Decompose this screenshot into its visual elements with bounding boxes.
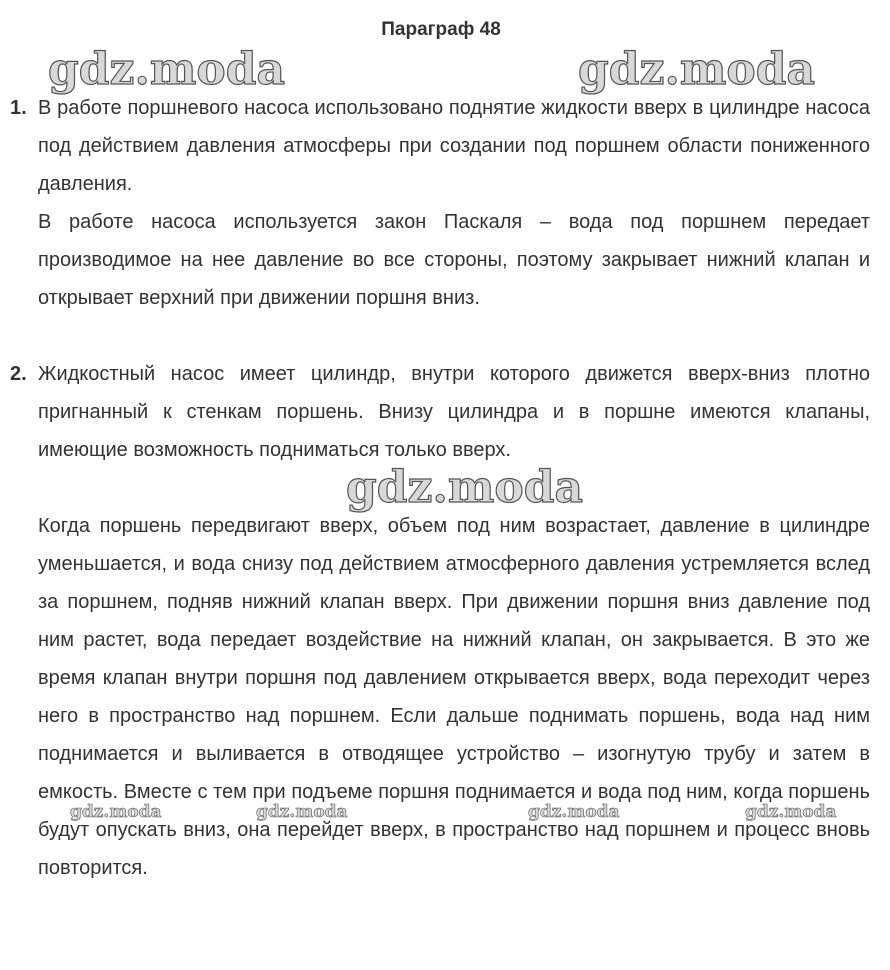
item-text [38,355,870,887]
paragraph: Когда поршень передвигают вверх, объем под ним возрастает, давление в цилиндре уменьшается, и вода снизу под действием атмосферного давления устремляется вслед за поршнем, подняв нижний клапан вверх. При движении поршня вниз давление под ним растет, вода передает воздействие на нижний клапан, он закрывается. В это же время клапан внутри поршня под давлением открывается вверх, вода переходит через него в пространство над поршнем. Если дальше поднимать поршень, вода над ним поднимается и выливается в отводящее устройство – изогнутую трубу и затем в емкость. Вместе с тем при подъеме поршня поднимается и вода под ним, когда поршень будут опускать вниз, она перейдет вверх, в пространство над поршнем и процесс вновь повторится. [38,515,870,879]
paragraph: Жидкостный насос имеет цилиндр, внутри которого движется вверх-вниз плотно пригнанный к стенкам поршень. Внизу цилиндра и в поршне имеются клапаны, имеющие возможность подниматься только вверх. [38,363,870,461]
page-title: Параграф 48 [381,19,501,40]
item-number: 2. [10,363,27,385]
watermark-logo: gdz.moda [256,802,348,822]
answer-item-2 [10,355,870,887]
paragraph: В работе поршневого насоса использовано поднятие жидкости вверх в цилиндре насоса под действием давления атмосферы при создании под поршнем области пониженного давления. [38,97,870,195]
watermark-logo: gdz.moda [70,802,162,822]
watermark-logo: gdz.moda [745,802,837,822]
watermark-logo: gdz.moda [528,802,620,822]
item-text [38,89,870,317]
paragraph: В работе насоса используется закон Паскаля – вода под поршнем передает производимое на нее давление во все стороны, поэтому закрывает нижний клапан и открывает верхний при движении поршня вниз. [38,211,870,309]
watermark-logo: gdz.moda [578,44,816,95]
watermark-logo: gdz.moda [346,462,584,513]
item-number: 1. [10,97,27,119]
answer-item-1 [10,89,870,317]
watermark-logo: gdz.moda [48,44,286,95]
